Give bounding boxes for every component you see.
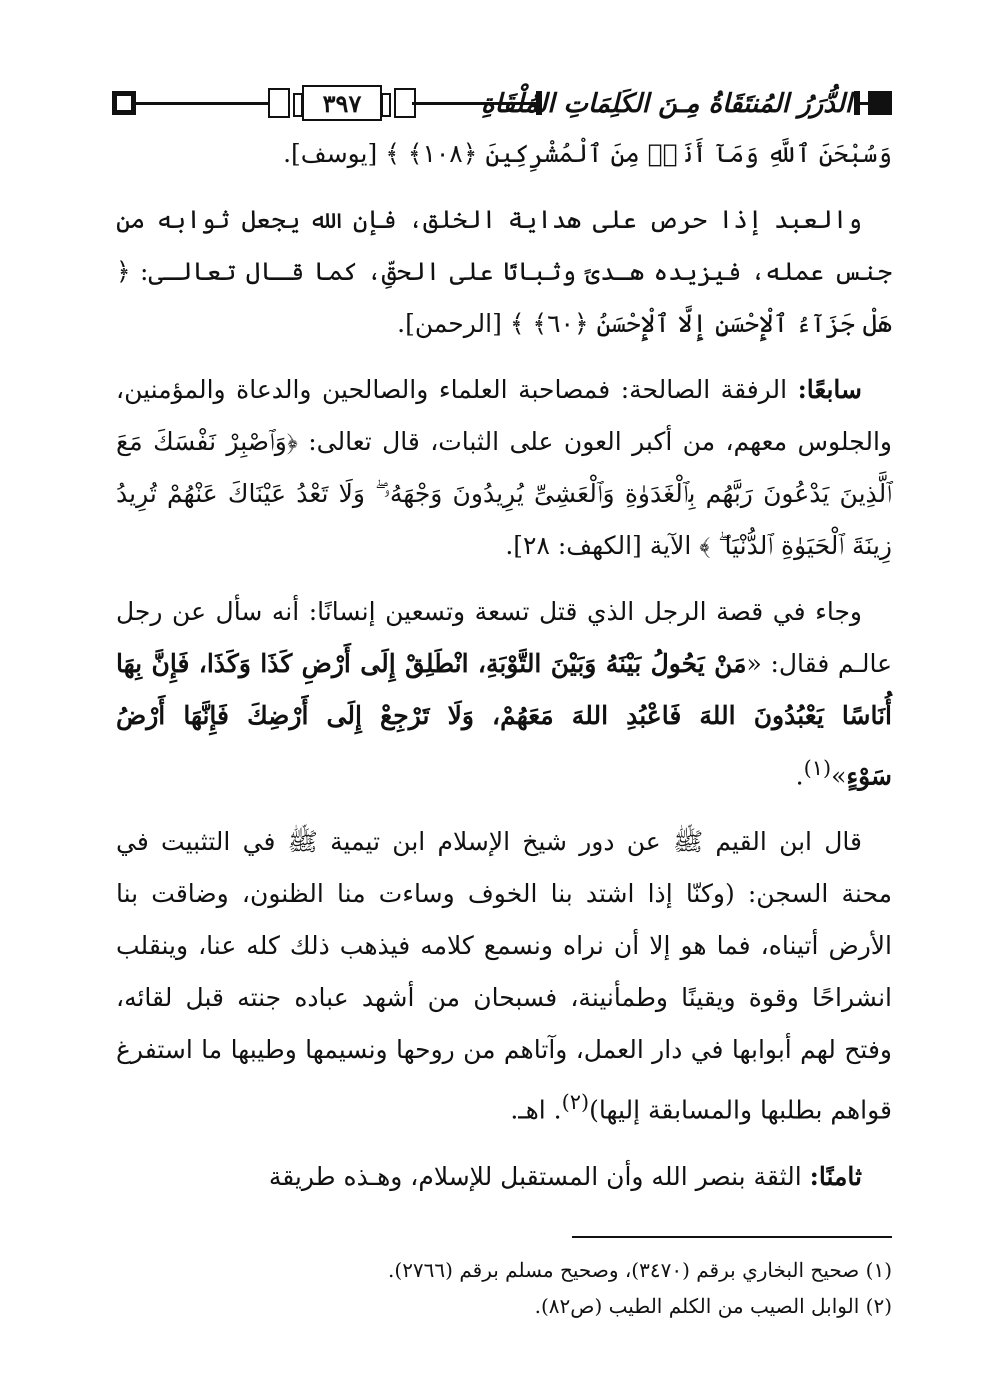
hadith-text: مَنْ يَحُولُ بَيْنَهُ وَبَيْنَ التَّوْبَةِ، انْطَلِقْ إِلَى أَرْضِ كَذَا وَكَذَا، فَإِنَّ بِهَا أُنَاسًا يَعْبُدُونَ اللهَ فَاعْبُدِ اللهَ مَعَهُمْ، وَلَا تَرْجِعْ إِلَى أَرْضِكَ فَإِنَّهَا أَرْضُ سَوْءٍ xyxy=(116,649,892,791)
page-body xyxy=(116,128,892,1217)
footnote-ref-1: (١) xyxy=(803,756,832,780)
eighth-label: ثامنًا: xyxy=(809,1161,862,1191)
paragraph-hadith xyxy=(116,586,892,802)
hadith-end: . xyxy=(795,761,804,791)
book-title: الدُّرَرُ المُنتَقَاةُ مِـنَ الكَلِمَاتِ المُلْقَاةِ xyxy=(480,89,852,119)
page-number xyxy=(302,85,382,121)
paragraph-guidance: والعبد إذا حرص على هداية الخلق، فإن الله يجعل ثوابه من جنس عمله، فيزيده هـدىً وثباتًا على الحقِّ، كما قـال تعالـى: ﴿ هَلْ جَزَآءُ ٱلْإِحْسَنِ إِلَّا ٱلْإِحْسَنُ ﴿٦٠﴾ ﴾ [الرحمن]. xyxy=(116,205,892,338)
open-square-ornament xyxy=(112,91,136,115)
solid-square-ornament xyxy=(868,91,892,115)
header-rule-right xyxy=(854,102,868,105)
hadith-close: » xyxy=(831,761,847,791)
header-rule-left xyxy=(136,102,268,105)
eighth-text: الثقة بنصر الله وأن المستقبل للإسلام، وهـذه طريقة xyxy=(268,1161,802,1191)
hadith-intro: وجاء في قصة الرجل الذي قتل تسعة وتسعين إنسانًا: أنه سأل عن رجل عالـم فقال: « xyxy=(116,597,892,678)
paragraph-eighth xyxy=(116,1151,892,1203)
footnote-ref-2: (٢) xyxy=(561,1090,590,1115)
footnote-divider xyxy=(572,1236,892,1238)
page-number-text: ٣٩٧ xyxy=(322,88,362,118)
quran-verse-continuation: وَسُبْحَنَ ٱللَّهِ وَمَآ أَنَا۠ مِنَ ٱلْمُشْرِكِينَ ﴿١٠٨﴾ ﴾ [يوسف]. xyxy=(283,139,892,168)
footnote-1: (١) صحيح البخاري برقم (٣٤٧٠)، وصحيح مسلم برقم (٢٧٦٦). xyxy=(388,1258,892,1282)
page-header xyxy=(112,82,892,126)
footnotes xyxy=(116,1252,892,1324)
paragraph-ibn-qayyim xyxy=(116,816,892,1136)
paragraph-seventh xyxy=(116,364,892,572)
footnote-2: (٢) الوابل الصيب من الكلم الطيب (ص٨٢). xyxy=(534,1294,892,1318)
ibn-qayyim-text: قال ابن القيم ﷺ عن دور شيخ الإسلام ابن تيمية ﷺ في التثبيت في محنة السجن: (وكنّا إذا اشتد بنا الخوف وساءت منا الظنون، وضاقت بنا الأرض أتيناه، فما هو إلا أن نراه ونسمع كلامه فيذهب ذلك كله عنا، وينقلب انشراحًا وقوة ويقينًا وطمأنينة، فسبحان من أشهد عباده جنته قبل لقائه، وفتح لهم أبوابها في دار العمل، وآتاهم من روحها ونسيمها وطيبها ما استفرغ قواهم بطلبها والمسابقة إليها) xyxy=(116,827,892,1125)
ibn-qayyim-tail: . اهـ. xyxy=(510,1095,562,1125)
frame-ornament-left xyxy=(268,88,290,118)
seventh-label: سابعًا: xyxy=(797,375,862,404)
seventh-text: الرفقة الصالحة: فمصاحبة العلماء والصالحين والدعاة والمؤمنين، والجلوس معهم، من أكبر العون على الثبات، قال تعالى: ﴿وَٱصْبِرْ نَفْسَكَ مَعَ ٱلَّذِينَ يَدْعُونَ رَبَّهُم بِٱلْغَدَوٰةِ وَٱلْعَشِىِّ يُرِيدُونَ وَجْهَهُۥ ۖ وَلَا تَعْدُ عَيْنَاكَ عَنْهُمْ تُرِيدُ زِينَةَ ٱلْحَيَوٰةِ ٱلدُّنْيَا ۖ ﴾ الآية [الكهف: ٢٨]. xyxy=(116,375,892,560)
